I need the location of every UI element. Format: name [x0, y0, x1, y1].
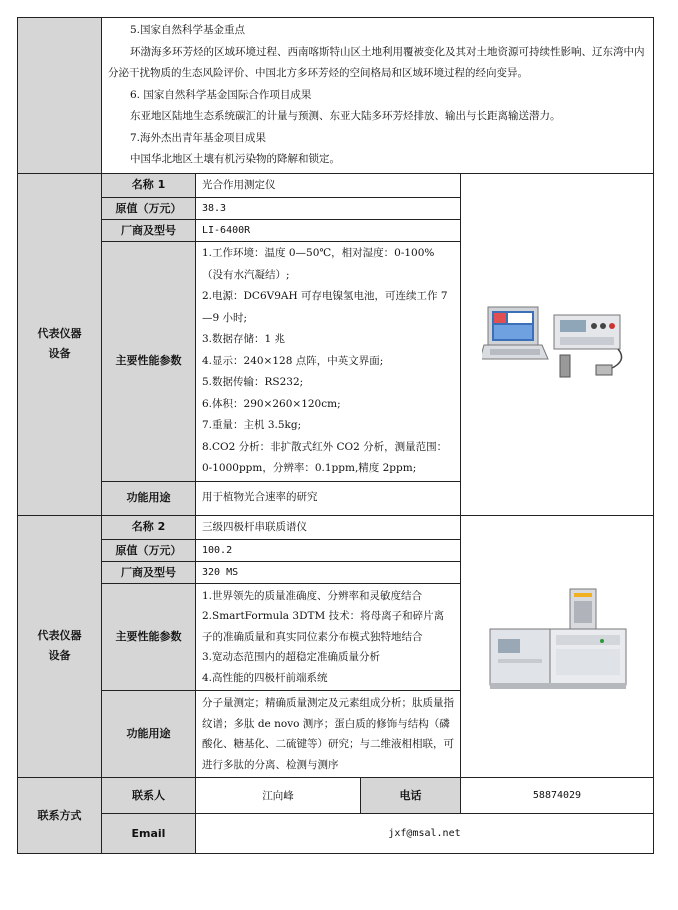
instrument1-param-5: 5.数据传输：RS232; [202, 376, 304, 388]
value2-label: 原值（万元） [102, 540, 196, 562]
contact-row-2 [18, 814, 654, 854]
achievements-row [18, 18, 654, 174]
instrument1-param-7: 7.重量：主机 3.5kg; [202, 419, 302, 431]
achievement-text-6: 东亚地区陆地生态系统碳汇的计量与预测、东亚大陆多环芳烃排放、输出与长距离输送潜力。 [130, 110, 561, 122]
instrument1-value: 38.3 [196, 198, 461, 220]
instrument1-name: 光合作用测定仪 [196, 173, 461, 198]
achievement-text-5: 环渤海多环芳烃的区域环境过程、西南喀斯特山区土地利用覆被变化及其对土地资源可持续性影响、辽东湾中内分泌干扰物质的生态风险评价、中国北方多环芳烃的空间格局和区域环境过程的经向变异。 [108, 45, 645, 79]
name1-label: 名称 1 [102, 173, 196, 198]
instrument2-params [196, 584, 461, 691]
achievements-side-cell [18, 18, 102, 174]
instrument2-usage: 分子量测定；精确质量测定及元素组成分析；肽质量指纹谱；多肽 de novo 测序；蛋白质的修饰与结构（磷酸化、糖基化、二硫键等）研究；与二维液相相联，可进行多肽的分离、检测与测序 [196, 691, 461, 778]
achievement-heading-5: 5.国家自然科学基金重点 [130, 24, 246, 36]
instrument2-param-2: 2.SmartFormula 3DTM 技术：将母离子和碎片离子的准确质量和真实同位素分布模式独特地结合 [202, 610, 445, 643]
instrument1-param-3: 3.数据存储：1 兆 [202, 333, 286, 345]
params2-label: 主要性能参数 [102, 584, 196, 691]
instrument2-param-4: 4.高性能的四极杆前端系统 [202, 671, 328, 684]
contact-person-label: 联系人 [102, 778, 196, 814]
instrument1-model: LI-6400R [196, 220, 461, 242]
email-label: Email [102, 814, 196, 854]
params1-label: 主要性能参数 [102, 242, 196, 482]
model2-label: 厂商及型号 [102, 562, 196, 584]
equipment2-side-label [18, 515, 102, 778]
photosynthesis-analyzer-image [482, 301, 632, 381]
achievement-heading-6: 6. 国家自然科学基金国际合作项目成果 [130, 88, 312, 101]
instrument1-name-row [18, 173, 654, 198]
contact-person: 江向峰 [196, 778, 361, 814]
instrument1-image-cell [461, 173, 654, 515]
instrument1-usage: 用于植物光合速率的研究 [196, 481, 461, 515]
usage2-label: 功能用途 [102, 691, 196, 778]
instrument2-param-1: 1.世界领先的质量准确度、分辨率和灵敏度结合 [202, 589, 423, 602]
value1-label: 原值（万元） [102, 198, 196, 220]
document-page [17, 17, 653, 854]
instrument2-param-3: 3.宽动态范围内的超稳定准确质量分析 [202, 651, 381, 664]
phone-label: 电话 [361, 778, 461, 814]
achievements-text [102, 18, 654, 174]
instrument1-param-4: 4.显示：240×128 点阵，中英文界面; [202, 354, 384, 367]
equipment-table [17, 17, 654, 854]
instrument2-name: 三级四极杆串联质谱仪 [196, 515, 461, 540]
instrument1-param-6: 6.体积：290×260×120cm; [202, 397, 341, 410]
instrument1-params [196, 242, 461, 482]
instrument1-param-2: 2.电源：DC6V9AH 可存电镍氢电池，可连续工作 7—9 小时; [202, 290, 448, 324]
achievement-heading-7: 7.海外杰出青年基金项目成果 [130, 131, 267, 144]
instrument2-model: 320 MS [196, 562, 461, 584]
mass-spectrometer-image [482, 583, 632, 703]
instrument1-param-1: 1.工作环境：温度 0—50℃，相对湿度：0-100%（没有水汽凝结）; [202, 247, 435, 281]
equipment1-side-label [18, 173, 102, 515]
name2-label: 名称 2 [102, 515, 196, 540]
model1-label: 厂商及型号 [102, 220, 196, 242]
equipment2-side-text: 代表仪器设备 [37, 629, 82, 663]
contact-email[interactable]: jxf@msal.net [196, 814, 654, 854]
instrument1-param-8: 8.CO2 分析：非扩散式红外 CO2 分析，测量范围：0-1000ppm，分辨率：0.1ppm,精度 2ppm; [202, 440, 448, 474]
contact-row-1 [18, 778, 654, 814]
contact-section-label: 联系方式 [18, 778, 102, 854]
instrument2-image-cell [461, 515, 654, 778]
instrument2-name-row [18, 515, 654, 540]
contact-phone: 58874029 [461, 778, 654, 814]
usage1-label: 功能用途 [102, 481, 196, 515]
instrument2-value: 100.2 [196, 540, 461, 562]
equipment1-side-text: 代表仪器设备 [37, 327, 82, 360]
achievement-text-7: 中国华北地区土壤有机污染物的降解和锁定。 [130, 153, 340, 165]
